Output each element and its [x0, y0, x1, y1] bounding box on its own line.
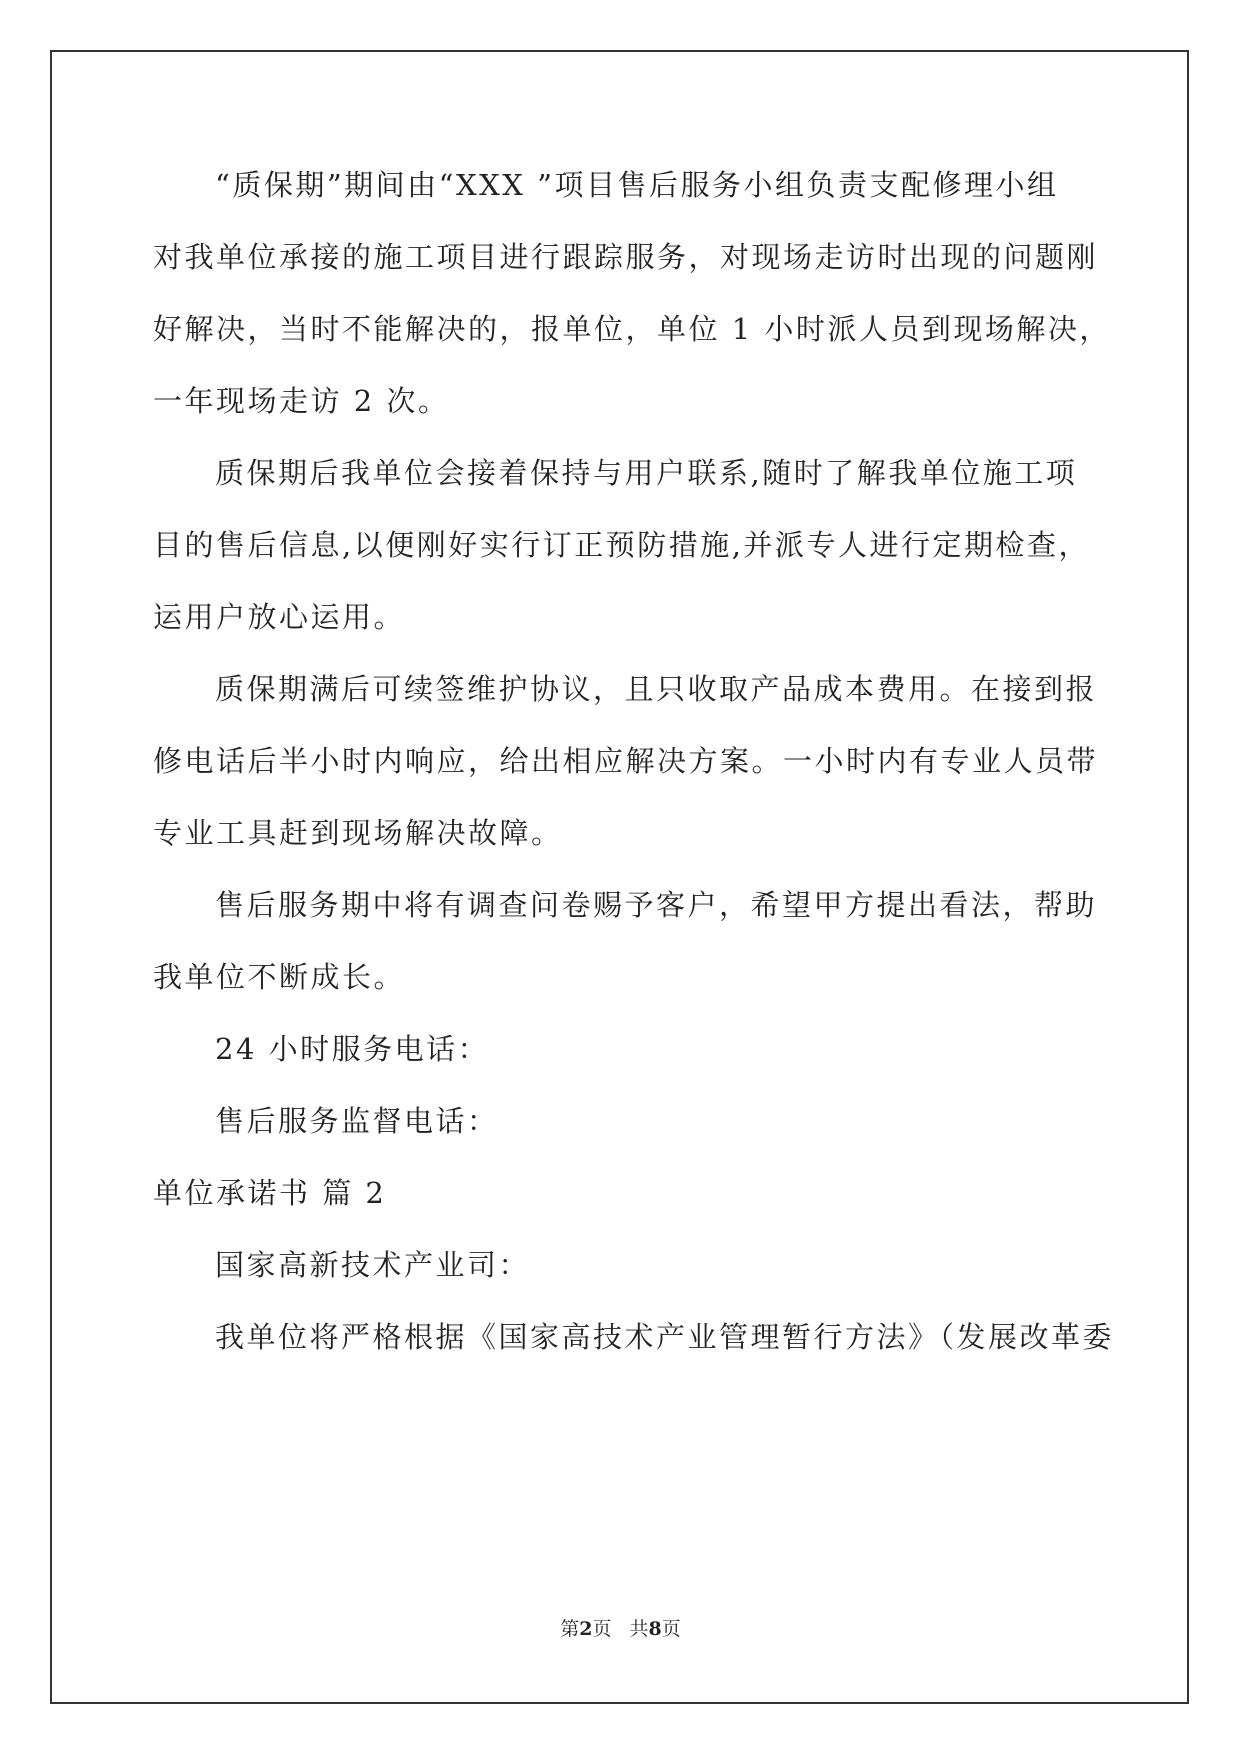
text-line: 对我单位承接的施工项目进行跟踪服务，对现场走访时出现的问题刚	[153, 240, 1099, 274]
footer-page-prefix: 第	[560, 1618, 580, 1640]
page-footer	[0, 1617, 1241, 1641]
text-line: 质保期满后可续签维护协议，且只收取产品成本费用。在接到报	[215, 672, 1098, 706]
text-line: 修电话后半小时内响应，给出相应解决方案。一小时内有专业人员带	[153, 744, 1099, 778]
text-line: 一年现场走访 2 次。	[153, 384, 450, 418]
footer-total-pages: 8	[648, 1618, 662, 1640]
service-phone-label: 24 小时服务电话：	[215, 1032, 490, 1066]
text-line: 我单位将严格根据《国家高技术产业管理暂行方法》（发展改革委	[215, 1320, 1115, 1354]
text-line: 好解决，当时不能解决的，报单位，单位 1 小时派人员到现场解决，	[153, 312, 1111, 346]
text-line: 质保期后我单位会接着保持与用户联系,随时了解我单位施工项	[215, 456, 1078, 490]
text-line: 我单位不断成长。	[153, 960, 406, 994]
text-line: 运用户放心运用。	[153, 600, 406, 634]
footer-total-prefix: 共	[629, 1618, 649, 1640]
text-line: 专业工具赶到现场解决故障。	[153, 816, 563, 850]
text-line: “质保期”期间由“XXX ”项目售后服务小组负责支配修理小组	[215, 168, 1059, 202]
footer-total-suffix: 页	[661, 1618, 681, 1640]
document-body	[153, 165, 1115, 1357]
text-line: 售后服务期中将有调查问卷赐予客户，希望甲方提出看法，帮助	[215, 888, 1098, 922]
footer-page-suffix: 页	[592, 1618, 612, 1640]
salutation: 国家高新技术产业司：	[215, 1248, 531, 1282]
supervision-phone-label: 售后服务监督电话：	[215, 1104, 499, 1138]
section-heading: 单位承诺书 篇 2	[153, 1176, 387, 1210]
text-line: 目的售后信息,以便刚好实行订正预防措施,并派专人进行定期检查，	[153, 528, 1090, 562]
footer-page-number: 2	[579, 1618, 593, 1640]
